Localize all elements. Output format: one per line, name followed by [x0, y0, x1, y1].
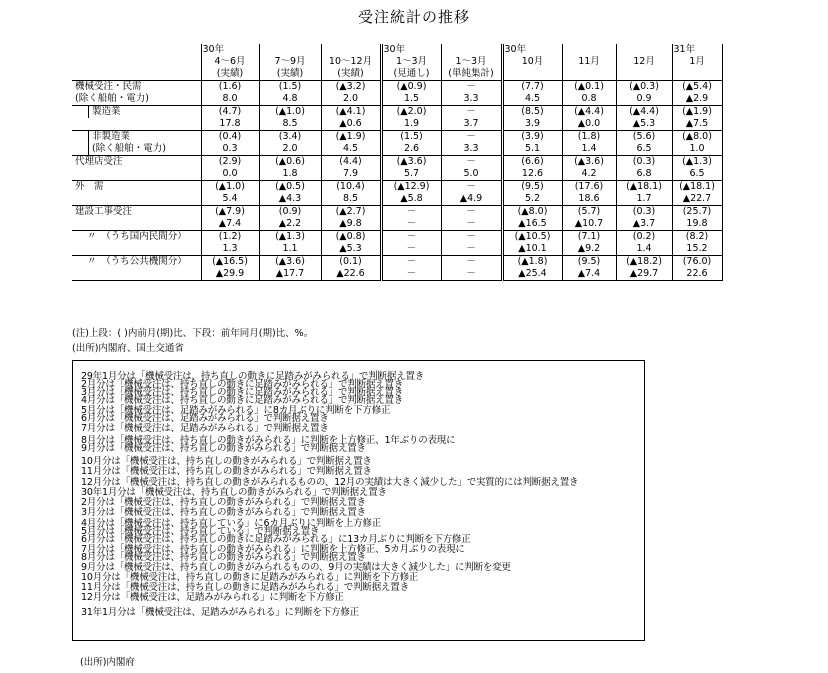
history-line: 5月分は「機械受注は、持ち直している」で判断据え置き — [81, 526, 320, 537]
upper-value-cell: (▲0.1) — [562, 81, 616, 94]
lower-value-cell: 3.9 — [502, 118, 562, 131]
lower-value-cell: － — [441, 268, 502, 281]
upper-value-cell: － — [381, 256, 441, 269]
row-label-text: 機械受注・民需 — [75, 81, 142, 92]
judgment-history-box — [72, 360, 645, 641]
upper-value-cell: － — [441, 256, 502, 269]
upper-value-cell: － — [381, 231, 441, 244]
lower-value-cell: 6.5 — [672, 168, 722, 181]
lower-value-cell: 4.8 — [259, 93, 321, 106]
upper-value-cell: － — [441, 156, 502, 169]
lower-value-cell: ▲2.2 — [259, 218, 321, 231]
lower-value-cell: ▲0.0 — [562, 118, 616, 131]
upper-value-cell: (▲1.3) — [672, 156, 722, 169]
history-line: 29年1月分は「機械受注は、持ち直しの動きに足踏みがみられる」で判断据え置き — [81, 371, 425, 382]
lower-value-cell: 2.6 — [381, 143, 441, 156]
history-line: 12月分は「機械受注は、足踏みがみられる」に判断を下方修正 — [81, 592, 344, 603]
lower-value-cell: ▲22.6 — [321, 268, 381, 281]
row-label — [72, 243, 201, 256]
header-corner-cell — [72, 56, 201, 68]
upper-value-cell: (▲1.9) — [321, 131, 381, 144]
column-note: (単純集計) — [441, 68, 502, 81]
lower-value-cell: ▲5.3 — [321, 243, 381, 256]
lower-value-cell: 5.2 — [502, 193, 562, 206]
row-label — [72, 118, 201, 131]
column-period: 1～3月 — [381, 56, 441, 68]
upper-value-cell: (6.6) — [502, 156, 562, 169]
upper-value-cell: (0.2) — [616, 231, 672, 244]
lower-value-cell: 15.2 — [672, 243, 722, 256]
lower-value-cell: － — [381, 218, 441, 231]
history-line: 6月分は「機械受注は、足踏みがみられる」で判断据え置き — [81, 413, 329, 424]
history-line: 30年1月分は「機械受注は、持ち直しの動きがみられる」で判断据え置き — [81, 487, 387, 498]
upper-value-cell: (▲2.7) — [321, 206, 381, 219]
column-note — [502, 68, 562, 81]
upper-value-cell: (3.4) — [259, 131, 321, 144]
upper-value-cell: － — [441, 206, 502, 219]
column-year — [321, 44, 381, 56]
row-label-text: 〃 （うち国内民間分） — [87, 231, 187, 242]
lower-value-cell: － — [441, 218, 502, 231]
column-period: 4～6月 — [201, 56, 259, 68]
lower-value-cell: 1.4 — [562, 143, 616, 156]
upper-value-cell: (▲1.0) — [201, 181, 259, 194]
upper-value-cell: (9.5) — [502, 181, 562, 194]
history-line: 7月分は「機械受注は、足踏みがみられる」で判断据え置き — [81, 423, 329, 434]
row-label — [72, 193, 201, 206]
column-note — [562, 68, 616, 81]
row-label — [72, 143, 201, 156]
history-line: 8月分は「機械受注は、持ち直しの動きがみられる」で判断据え置き — [81, 552, 366, 563]
row-label — [72, 93, 201, 106]
row-label — [72, 181, 201, 194]
upper-value-cell: (8.2) — [672, 231, 722, 244]
upper-value-cell: (▲1.0) — [259, 106, 321, 119]
upper-value-cell: － — [381, 206, 441, 219]
lower-value-cell: 1.4 — [616, 243, 672, 256]
column-year: 30年 — [502, 44, 562, 56]
upper-value-cell: (0.4) — [201, 131, 259, 144]
upper-value-cell: (9.5) — [562, 256, 616, 269]
row-label — [72, 268, 201, 281]
upper-value-cell: (▲4.4) — [616, 106, 672, 119]
column-year: 31年 — [672, 44, 722, 56]
upper-value-cell: (▲18.1) — [672, 181, 722, 194]
column-period: 11月 — [562, 56, 616, 68]
upper-value-cell: － — [441, 231, 502, 244]
column-period: 1月 — [672, 56, 722, 68]
column-year — [562, 44, 616, 56]
row-label — [72, 168, 201, 181]
lower-value-cell: ▲10.7 — [562, 218, 616, 231]
row-label — [72, 81, 201, 94]
lower-value-cell: ▲7.4 — [562, 268, 616, 281]
upper-value-cell: (1.5) — [381, 131, 441, 144]
lower-value-cell: 1.9 — [381, 118, 441, 131]
lower-value-cell: 19.8 — [672, 218, 722, 231]
lower-value-cell: 1.5 — [381, 93, 441, 106]
column-period: 10～12月 — [321, 56, 381, 68]
upper-value-cell: (▲8.0) — [672, 131, 722, 144]
lower-value-cell: ▲22.7 — [672, 193, 722, 206]
column-year — [441, 44, 502, 56]
lower-value-cell: ▲4.3 — [259, 193, 321, 206]
upper-value-cell: (0.3) — [616, 206, 672, 219]
upper-value-cell: (0.3) — [616, 156, 672, 169]
lower-value-cell: ▲16.5 — [502, 218, 562, 231]
lower-value-cell: 8.5 — [259, 118, 321, 131]
history-line: 10月分は「機械受注は、持ち直しの動きに足踏みがみられる」に判断を下方修正 — [81, 572, 419, 583]
history-line: 11月分は「機械受注は、持ち直しの動きがみられる」で判断据え置き — [81, 466, 372, 477]
upper-value-cell: (▲0.9) — [381, 81, 441, 94]
column-year — [259, 44, 321, 56]
upper-value-cell: (4.7) — [201, 106, 259, 119]
table-source: (出所)内閣府、国土交通省 — [72, 343, 184, 354]
lower-value-cell: ▲0.6 — [321, 118, 381, 131]
row-label-text: 〃 （うち公共機関分） — [87, 256, 187, 267]
lower-value-cell: 12.6 — [502, 168, 562, 181]
history-source: (出所)内閣府 — [80, 657, 135, 668]
lower-value-cell: 8.5 — [321, 193, 381, 206]
lower-value-cell: ▲17.7 — [259, 268, 321, 281]
upper-value-cell: (0.1) — [321, 256, 381, 269]
upper-value-cell: － — [441, 131, 502, 144]
history-line: 11月分は「機械受注は、持ち直しの動きに足踏みがみられる」で判断据え置き — [81, 582, 409, 593]
row-label — [72, 256, 201, 269]
upper-value-cell: (▲4.4) — [562, 106, 616, 119]
column-note: (実績) — [259, 68, 321, 81]
upper-value-cell: (▲0.3) — [616, 81, 672, 94]
lower-value-cell: 7.9 — [321, 168, 381, 181]
history-line: 7月分は「機械受注は、持ち直しの動きがみられる」に判断を上方修正、5カ月ぶりの表現に — [81, 544, 465, 555]
lower-value-cell: ▲7.4 — [201, 218, 259, 231]
row-label — [72, 206, 201, 219]
lower-value-cell: － — [441, 243, 502, 256]
upper-value-cell: (1.6) — [201, 81, 259, 94]
upper-value-cell: (▲1.3) — [259, 231, 321, 244]
lower-value-cell: ▲29.9 — [201, 268, 259, 281]
lower-value-cell: 3.3 — [441, 143, 502, 156]
upper-value-cell: (▲3.2) — [321, 81, 381, 94]
row-label — [72, 218, 201, 231]
lower-value-cell: 5.0 — [441, 168, 502, 181]
upper-value-cell: (▲3.6) — [259, 256, 321, 269]
lower-value-cell: ▲25.4 — [502, 268, 562, 281]
lower-value-cell: 0.8 — [562, 93, 616, 106]
column-year: 30年 — [381, 44, 441, 56]
upper-value-cell: (▲3.6) — [381, 156, 441, 169]
upper-value-cell: (17.6) — [562, 181, 616, 194]
upper-value-cell: (5.6) — [616, 131, 672, 144]
history-line: 3月分は「機械受注は、持ち直しの動きに足踏みがみられる」で判断据え置き — [81, 387, 404, 398]
upper-value-cell: (▲16.5) — [201, 256, 259, 269]
header-corner-cell — [72, 68, 201, 81]
lower-value-cell: 1.1 — [259, 243, 321, 256]
history-line: 9月分は「機械受注は、持ち直しの動きがみられるものの、9月の実績は大きく減少した」に判断を変更 — [81, 562, 511, 573]
column-note: (実績) — [321, 68, 381, 81]
lower-value-cell: 2.0 — [321, 93, 381, 106]
history-line: 4月分は「機械受注は、持ち直しの動きに足踏みがみられる」で判断据え置き — [81, 395, 404, 406]
upper-value-cell: (▲2.0) — [381, 106, 441, 119]
upper-value-cell: (▲1.8) — [502, 256, 562, 269]
history-line: 8月分は「機械受注は、持ち直しの動きがみられる」に判断を上方修正、1年ぶりの表現に — [81, 435, 456, 446]
column-note — [616, 68, 672, 81]
lower-value-cell: － — [381, 243, 441, 256]
column-period: 1～3月 — [441, 56, 502, 68]
lower-value-cell: 2.0 — [259, 143, 321, 156]
history-line: 9月分は「機械受注は、持ち直しの動きがみられる」で判断据え置き — [81, 443, 366, 454]
upper-value-cell: (▲4.1) — [321, 106, 381, 119]
lower-value-cell: ▲3.7 — [616, 218, 672, 231]
upper-value-cell: (2.9) — [201, 156, 259, 169]
lower-value-cell: 1.8 — [259, 168, 321, 181]
history-line: 5月分は「機械受注は、足踏みがみられる」に8カ月ぶりに判断を下方修正 — [81, 405, 391, 416]
upper-value-cell: (▲0.5) — [259, 181, 321, 194]
lower-value-cell: ▲7.5 — [672, 118, 722, 131]
row-label — [72, 131, 201, 144]
row-label-text: 代理店受注 — [75, 156, 123, 167]
column-year: 30年 — [201, 44, 259, 56]
upper-value-cell: (0.9) — [259, 206, 321, 219]
column-period: 10月 — [502, 56, 562, 68]
row-label-text: 非製造業 — [88, 131, 201, 143]
upper-value-cell: (▲5.4) — [672, 81, 722, 94]
orders-statistics-table — [72, 44, 723, 281]
column-note — [672, 68, 722, 81]
upper-value-cell: (7.7) — [502, 81, 562, 94]
history-line: 2月分は「機械受注は、持ち直しの動きがみられる」で判断据え置き — [81, 497, 366, 508]
upper-value-cell: (▲1.9) — [672, 106, 722, 119]
upper-value-cell: (4.4) — [321, 156, 381, 169]
lower-value-cell: 3.3 — [441, 93, 502, 106]
lower-value-cell: ▲9.2 — [562, 243, 616, 256]
lower-value-cell: ▲5.8 — [381, 193, 441, 206]
upper-value-cell: (▲3.6) — [562, 156, 616, 169]
column-year — [616, 44, 672, 56]
lower-value-cell: ▲10.1 — [502, 243, 562, 256]
column-note: (実績) — [201, 68, 259, 81]
row-label-text: (除く船舶・電力) — [88, 143, 201, 155]
upper-value-cell: (5.7) — [562, 206, 616, 219]
upper-value-cell: (▲18.1) — [616, 181, 672, 194]
table-note: (注)上段：( )内前月(期)比、下段：前年同月(期)比、%。 — [72, 328, 314, 339]
lower-value-cell: 0.9 — [616, 93, 672, 106]
column-period: 12月 — [616, 56, 672, 68]
lower-value-cell: － — [381, 268, 441, 281]
upper-value-cell: (1.8) — [562, 131, 616, 144]
column-note: (見通し) — [381, 68, 441, 81]
row-label-text: 建設工事受注 — [75, 206, 133, 217]
lower-value-cell: 5.4 — [201, 193, 259, 206]
lower-value-cell: ▲29.7 — [616, 268, 672, 281]
lower-value-cell: ▲9.8 — [321, 218, 381, 231]
upper-value-cell: (10.4) — [321, 181, 381, 194]
row-label — [72, 106, 201, 119]
upper-value-cell: (▲10.5) — [502, 231, 562, 244]
upper-value-cell: (▲8.0) — [502, 206, 562, 219]
lower-value-cell: ▲4.9 — [441, 193, 502, 206]
history-line: 6月分は「機械受注は、持ち直しの動きに足踏みがみられる」に13カ月ぶりに判断を下方修正 — [81, 534, 471, 545]
upper-value-cell: (76.0) — [672, 256, 722, 269]
upper-value-cell: － — [441, 181, 502, 194]
upper-value-cell: (25.7) — [672, 206, 722, 219]
upper-value-cell: (3.9) — [502, 131, 562, 144]
lower-value-cell: 0.3 — [201, 143, 259, 156]
history-line: 4月分は「機械受注は、持ち直している」に6カ月ぶりに判断を上方修正 — [81, 518, 381, 529]
upper-value-cell: (1.5) — [259, 81, 321, 94]
upper-value-cell: (▲18.2) — [616, 256, 672, 269]
row-label-text: 製造業 — [88, 106, 201, 118]
history-line: 2月分は「機械受注は、持ち直しの動きに足踏みがみられる」で判断据え置き — [81, 379, 404, 390]
lower-value-cell: 1.7 — [616, 193, 672, 206]
row-label — [72, 231, 201, 244]
row-label-text: 外 需 — [75, 181, 104, 192]
lower-value-cell: 17.8 — [201, 118, 259, 131]
upper-value-cell: (▲12.9) — [381, 181, 441, 194]
history-line: 10月分は「機械受注は、持ち直しの動きがみられる」で判断据え置き — [81, 456, 372, 467]
row-label-text: (除く船舶・電力) — [75, 93, 149, 104]
lower-value-cell: 6.8 — [616, 168, 672, 181]
upper-value-cell: (1.2) — [201, 231, 259, 244]
lower-value-cell: ▲2.9 — [672, 93, 722, 106]
column-period: 7～9月 — [259, 56, 321, 68]
lower-value-cell: 5.1 — [502, 143, 562, 156]
upper-value-cell: (8.5) — [502, 106, 562, 119]
lower-value-cell: 1.0 — [672, 143, 722, 156]
page-title: 受注統計の推移 — [357, 8, 470, 26]
lower-value-cell: ▲5.3 — [616, 118, 672, 131]
row-label — [72, 156, 201, 169]
lower-value-cell: 1.3 — [201, 243, 259, 256]
lower-value-cell: 22.6 — [672, 268, 722, 281]
upper-value-cell: － — [441, 106, 502, 119]
upper-value-cell: (▲7.9) — [201, 206, 259, 219]
history-line: 12月分は「機械受注は、持ち直しの動きがみられるものの、12月の実績は大きく減少した」で実質的には判断据え置き — [81, 477, 579, 488]
upper-value-cell: (7.1) — [562, 231, 616, 244]
header-corner-cell — [72, 44, 201, 56]
upper-value-cell: (▲0.8) — [321, 231, 381, 244]
lower-value-cell: 4.5 — [502, 93, 562, 106]
lower-value-cell: 18.6 — [562, 193, 616, 206]
lower-value-cell: 4.5 — [321, 143, 381, 156]
lower-value-cell: 4.2 — [562, 168, 616, 181]
upper-value-cell: (▲0.6) — [259, 156, 321, 169]
lower-value-cell: 3.7 — [441, 118, 502, 131]
lower-value-cell: 5.7 — [381, 168, 441, 181]
history-line: 31年1月分は「機械受注は、足踏みがみられる」に判断を下方修正 — [81, 607, 359, 618]
history-line: 3月分は「機械受注は、持ち直しの動きがみられる」で判断据え置き — [81, 507, 366, 518]
lower-value-cell: 8.0 — [201, 93, 259, 106]
lower-value-cell: 0.0 — [201, 168, 259, 181]
upper-value-cell: － — [441, 81, 502, 94]
lower-value-cell: 6.5 — [616, 143, 672, 156]
